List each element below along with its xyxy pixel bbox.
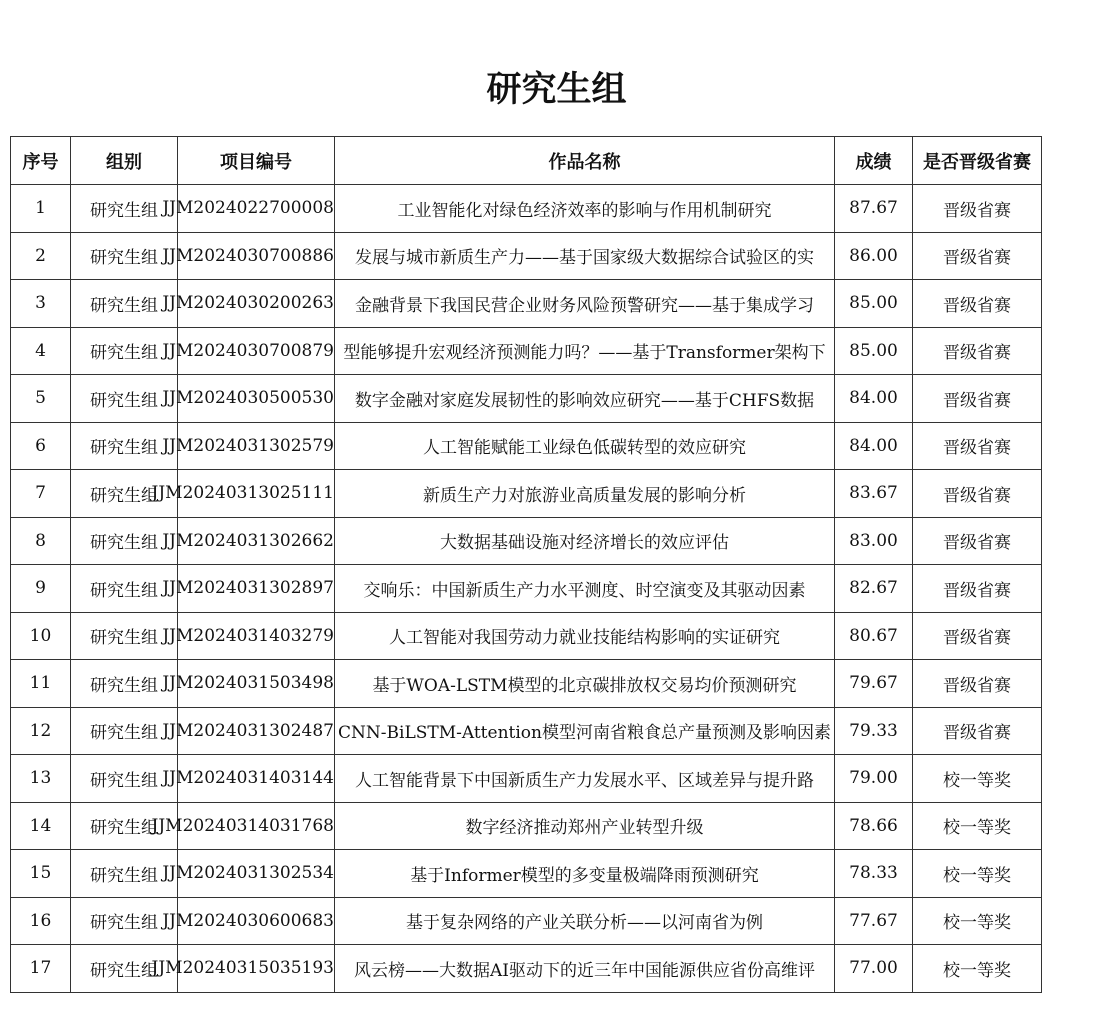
cell-name-text: 数字金融对家庭发展韧性的影响效应研究——基于CHFS数据 [354,390,815,411]
cell-index: 8 [11,517,71,565]
header-row [11,137,1042,185]
cell-code: JJM2024031302897 [178,565,335,613]
cell-score: 79.33 [835,707,913,755]
table-row [11,850,1042,898]
cell-name [335,232,835,280]
cell-group: 研究生组 [71,470,178,518]
cell-index: 5 [11,375,71,423]
table-row [11,470,1042,518]
cell-index: 6 [11,422,71,470]
page-title: 研究生组 [486,70,627,110]
cell-score: 83.00 [835,517,913,565]
cell-code: JJM2024031302534 [178,850,335,898]
table-row [11,755,1042,803]
cell-name-text: 风云榜——大数据AI驱动下的近三年中国能源供应省份高维评 [354,960,815,981]
cell-name-text: CNN-BiLSTM-Attention模型河南省粮食总产量预测及影响因素 [338,723,831,744]
cell-group: 研究生组 [71,565,178,613]
cell-code: JJM2024030700886 [178,232,335,280]
cell-result: 晋级省赛 [913,232,1042,280]
cell-name [335,660,835,708]
cell-name [335,422,835,470]
cell-group: 研究生组 [71,802,178,850]
cell-result: 晋级省赛 [913,375,1042,423]
cell-name [335,280,835,328]
cell-index: 9 [11,565,71,613]
table-row [11,660,1042,708]
cell-score: 85.00 [835,327,913,375]
header-code: 项目编号 [178,137,335,185]
cell-name-text: 交响乐：中国新质生产力水平测度、时空演变及其驱动因素 [363,580,806,601]
cell-code: JJM2024030500530 [178,375,335,423]
cell-result: 晋级省赛 [913,185,1042,233]
cell-group: 研究生组 [71,232,178,280]
cell-name-text: 新质生产力对旅游业高质量发展的影响分析 [423,485,746,506]
cell-code: JJM2024031403144 [178,755,335,803]
cell-group: 研究生组 [71,707,178,755]
header-group: 组别 [71,137,178,185]
table-body [11,185,1042,993]
cell-index: 10 [11,612,71,660]
cell-name-text: 型能够提升宏观经济预测能力吗？——基于Transformer架构下 [343,343,826,364]
cell-group: 研究生组 [71,422,178,470]
cell-result: 晋级省赛 [913,470,1042,518]
table-row [11,422,1042,470]
cell-name [335,707,835,755]
cell-code: JJM2024030700879 [178,327,335,375]
table-row [11,565,1042,613]
cell-code: JJM2024031302662 [178,517,335,565]
cell-score: 78.66 [835,802,913,850]
cell-code: JJM2024031302579 [178,422,335,470]
cell-name [335,945,835,993]
cell-name-text: 人工智能赋能工业绿色低碳转型的效应研究 [423,438,746,459]
cell-index: 4 [11,327,71,375]
cell-name [335,375,835,423]
header-score: 成绩 [835,137,913,185]
cell-name [335,897,835,945]
cell-name [335,185,835,233]
cell-group: 研究生组 [71,660,178,708]
cell-score: 87.67 [835,185,913,233]
header-name: 作品名称 [335,137,835,185]
cell-code: JJM2024030200263 [178,280,335,328]
cell-code: JJM20240315035193 [178,945,335,993]
cell-code: JJM20240314031768 [178,802,335,850]
cell-index: 7 [11,470,71,518]
cell-score: 84.00 [835,375,913,423]
cell-score: 84.00 [835,422,913,470]
cell-name [335,755,835,803]
cell-group: 研究生组 [71,612,178,660]
cell-result: 晋级省赛 [913,707,1042,755]
cell-score: 77.00 [835,945,913,993]
cell-index: 11 [11,660,71,708]
cell-name [335,327,835,375]
header-result: 是否晋级省赛 [913,137,1042,185]
cell-result: 校一等奖 [913,802,1042,850]
cell-score: 79.67 [835,660,913,708]
table-row [11,802,1042,850]
cell-result: 校一等奖 [913,755,1042,803]
cell-group: 研究生组 [71,375,178,423]
cell-index: 2 [11,232,71,280]
cell-name-text: 大数据基础设施对经济增长的效应评估 [440,533,729,554]
cell-code: JJM2024022700008 [178,185,335,233]
table-row [11,375,1042,423]
cell-group: 研究生组 [71,185,178,233]
cell-code: JJM2024031503498 [178,660,335,708]
cell-group: 研究生组 [71,327,178,375]
cell-name [335,612,835,660]
cell-code: JJM2024031403279 [178,612,335,660]
table-row [11,897,1042,945]
cell-group: 研究生组 [71,945,178,993]
cell-score: 78.33 [835,850,913,898]
header-index: 序号 [11,137,71,185]
cell-result: 晋级省赛 [913,327,1042,375]
cell-name-text: 发展与城市新质生产力——基于国家级大数据综合试验区的实 [355,248,814,269]
cell-result: 晋级省赛 [913,660,1042,708]
table-row [11,517,1042,565]
cell-group: 研究生组 [71,755,178,803]
cell-index: 12 [11,707,71,755]
cell-code: JJM20240313025111 [178,470,335,518]
cell-index: 14 [11,802,71,850]
cell-result: 晋级省赛 [913,612,1042,660]
cell-name-text: 工业智能化对绿色经济效率的影响与作用机制研究 [397,200,772,221]
cell-code: JJM2024031302487 [178,707,335,755]
cell-name [335,565,835,613]
table-row [11,612,1042,660]
table-row [11,945,1042,993]
cell-score: 77.67 [835,897,913,945]
cell-score: 79.00 [835,755,913,803]
cell-score: 82.67 [835,565,913,613]
cell-name-text: 基于WOA-LSTM模型的北京碳排放权交易均价预测研究 [372,675,797,696]
cell-name [335,802,835,850]
cell-group: 研究生组 [71,280,178,328]
table-row [11,232,1042,280]
cell-result: 校一等奖 [913,897,1042,945]
cell-name-text: 金融背景下我国民营企业财务风险预警研究——基于集成学习 [355,295,814,316]
table-row [11,280,1042,328]
cell-index: 3 [11,280,71,328]
cell-name-text: 数字经济推动郑州产业转型升级 [465,818,704,839]
cell-group: 研究生组 [71,897,178,945]
table-row [11,185,1042,233]
results-table [10,136,1042,993]
cell-name [335,850,835,898]
cell-name-text: 基于复杂网络的产业关联分析——以河南省为例 [406,913,763,934]
cell-name-text: 基于Informer模型的多变量极端降雨预测研究 [410,865,759,886]
cell-index: 13 [11,755,71,803]
cell-score: 80.67 [835,612,913,660]
cell-name [335,517,835,565]
cell-result: 校一等奖 [913,850,1042,898]
cell-score: 83.67 [835,470,913,518]
cell-index: 15 [11,850,71,898]
cell-name-text: 人工智能对我国劳动力就业技能结构影响的实证研究 [389,628,780,649]
cell-result: 晋级省赛 [913,422,1042,470]
cell-score: 86.00 [835,232,913,280]
cell-result: 晋级省赛 [913,565,1042,613]
cell-result: 校一等奖 [913,945,1042,993]
cell-score: 85.00 [835,280,913,328]
cell-group: 研究生组 [71,850,178,898]
cell-result: 晋级省赛 [913,280,1042,328]
table-row [11,707,1042,755]
cell-result: 晋级省赛 [913,517,1042,565]
cell-code: JJM2024030600683 [178,897,335,945]
cell-name [335,470,835,518]
cell-group: 研究生组 [71,517,178,565]
cell-index: 16 [11,897,71,945]
table-row [11,327,1042,375]
cell-index: 1 [11,185,71,233]
cell-name-text: 人工智能背景下中国新质生产力发展水平、区域差异与提升路 [355,770,814,791]
cell-index: 17 [11,945,71,993]
